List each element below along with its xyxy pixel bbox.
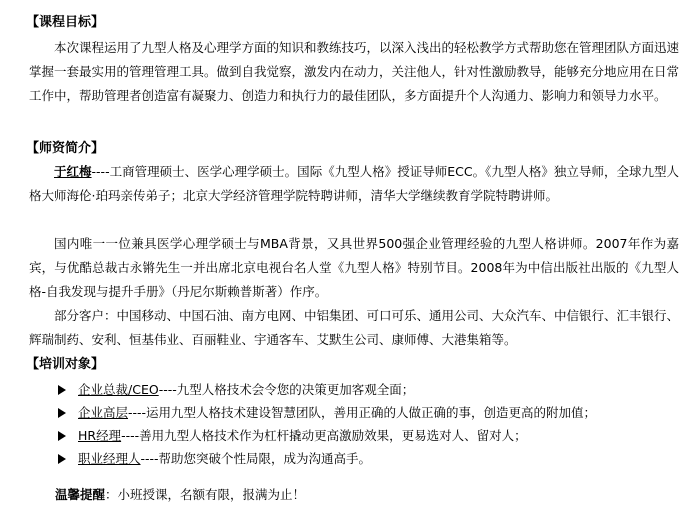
teacher-intro-text: ----工商管理硕士、医学心理学硕士。国际《九型人格》授证导师ECC。《九型人格》独立导师，全球九型人格大师海伦·珀玛亲传弟子；北京大学经济管理学院特聘讲师，清华大学继续教育学院特聘讲师。 xyxy=(29,164,679,203)
goal-paragraph: 本次课程运用了九型人格及心理学方面的知识和教练技巧，以深入浅出的轻松教学方式帮助您在管理团队方面迅速掌握一套最实用的管理管理工具。做到自我觉察，激发内在动力，关注他人，针对性激励教导，能够充分地应用在日常工作中，帮助管理者创造富有凝聚力、创造力和执行力的最佳团队，多方面提升个人沟通力、影响力和领导力水平。 xyxy=(29,40,680,103)
audience-desc: ----帮助您突破个性局限，成为沟通高手。 xyxy=(140,450,372,466)
audience-desc: ----运用九型人格技术建设智慧团队，善用正确的人做正确的事，创造更高的附加值； xyxy=(128,404,597,420)
reminder-note xyxy=(55,486,305,504)
audience-role: 企业总裁/CEO xyxy=(78,381,159,397)
audience-list xyxy=(58,378,596,470)
list-item xyxy=(58,424,596,447)
audience-role: 企业高层 xyxy=(78,404,129,420)
arrow-bullet-icon xyxy=(58,385,66,395)
teacher-clients-paragraph: 部分客户：中国移动、中国石油、南方电网、中铝集团、可口可乐、通用公司、大众汽车、中信银行、汇丰银行、辉瑞制药、安利、恒基伟业、百丽鞋业、宇通客车、艾默生公司、康师傅、大港集箱等。 xyxy=(29,308,680,347)
arrow-bullet-icon xyxy=(58,454,66,464)
arrow-bullet-icon xyxy=(58,408,66,418)
list-item xyxy=(58,401,596,424)
teacher-name: 于红梅 xyxy=(54,164,92,179)
teacher-title: 【师资简介】 xyxy=(26,141,105,156)
reminder-label: 温馨提醒 xyxy=(55,487,106,502)
audience-role: 职业经理人 xyxy=(78,450,141,466)
audience-desc: ----九型人格技术会令您的决策更加客观全面； xyxy=(158,381,415,397)
arrow-bullet-icon xyxy=(58,431,66,441)
teacher-intro-paragraph xyxy=(29,160,679,208)
audience-role: HR经理 xyxy=(78,427,122,443)
goal-title: 【课程目标】 xyxy=(26,15,105,30)
list-item xyxy=(58,447,596,470)
teacher-background-paragraph: 国内唯一一位兼具医学心理学硕士与MBA背景，又具世界500强企业管理经验的九型人格讲师。2007年作为嘉宾，与优酷总裁古永锵先生一并出席北京电视台名人堂《九型人格》特别节目。2008年为中信出版社出版的《九型人格-自我发现与提升手册》（丹尼尔斯赖普斯著）作序。 xyxy=(29,236,679,299)
audience-desc: ----善用九型人格技术作为杠杆撬动更高激励效果，更易选对人、留对人； xyxy=(121,427,527,443)
list-item xyxy=(58,378,596,401)
audience-title: 【培训对象】 xyxy=(26,357,105,372)
reminder-text: ：小班授课，名额有限，报满为止！ xyxy=(105,487,306,502)
